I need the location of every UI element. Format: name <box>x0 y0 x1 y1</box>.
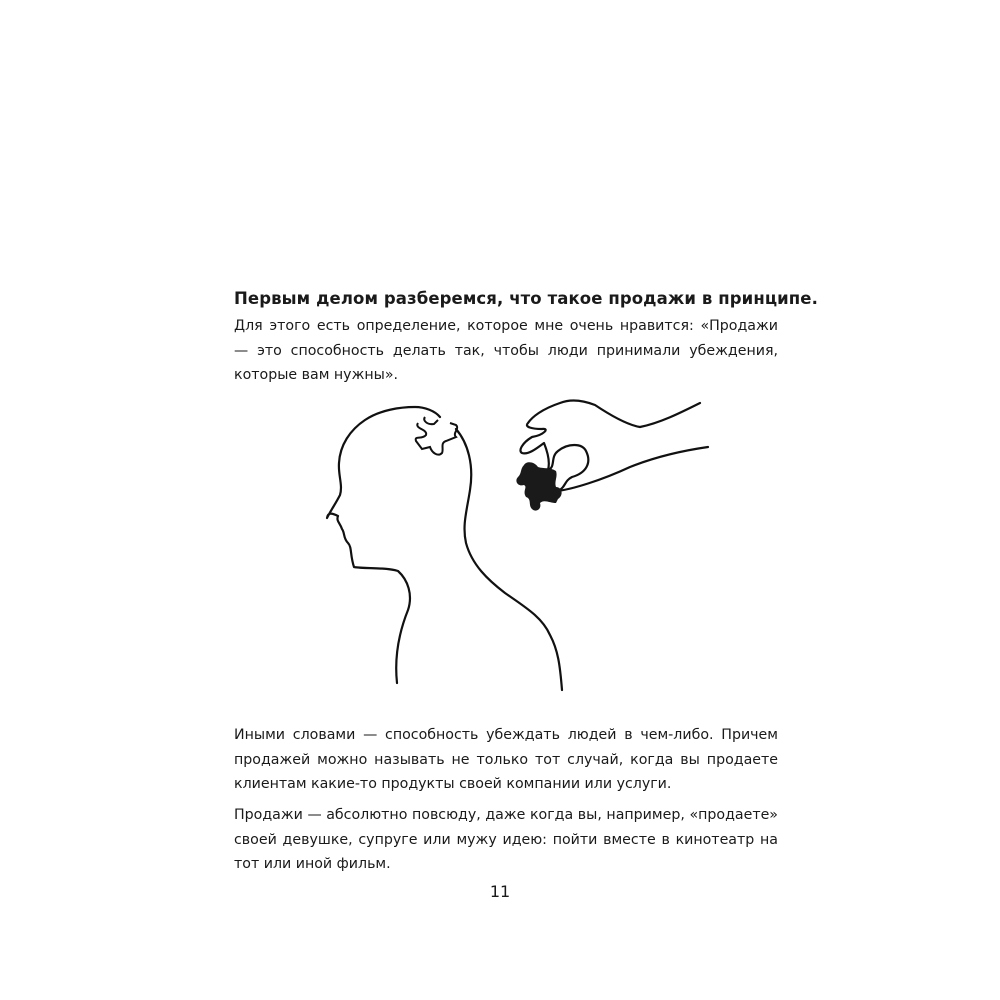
puzzle-piece-icon <box>516 462 561 510</box>
head-puzzle-illustration <box>310 395 710 695</box>
neck-back-outline <box>456 429 562 690</box>
section-heading: Первым делом разберемся, что такое продажи в принципе. <box>234 289 818 308</box>
page-number: 11 <box>489 882 511 901</box>
puzzle-hole-icon <box>416 417 457 455</box>
paragraph-everywhere: Продажи — абсолютно повсюду, даже когда вы, например, «продаете» своей девушке, супруге или мужу идею: пойти вместе в кинотеатр на тот или иной фильм. <box>234 807 778 872</box>
paragraph-other-words: Иными словами — способность убеждать людей в чем-либо. Причем продажей можно называть не только тот случай, когда вы продаете клиентам какие-то продукты своей компании или услуги. <box>234 727 778 792</box>
paragraph-definition: Для этого есть определение, которое мне очень нравится: «Продажи — это способность делать так, чтобы люди принимали убеждения, которые вам нужны». <box>234 318 778 383</box>
